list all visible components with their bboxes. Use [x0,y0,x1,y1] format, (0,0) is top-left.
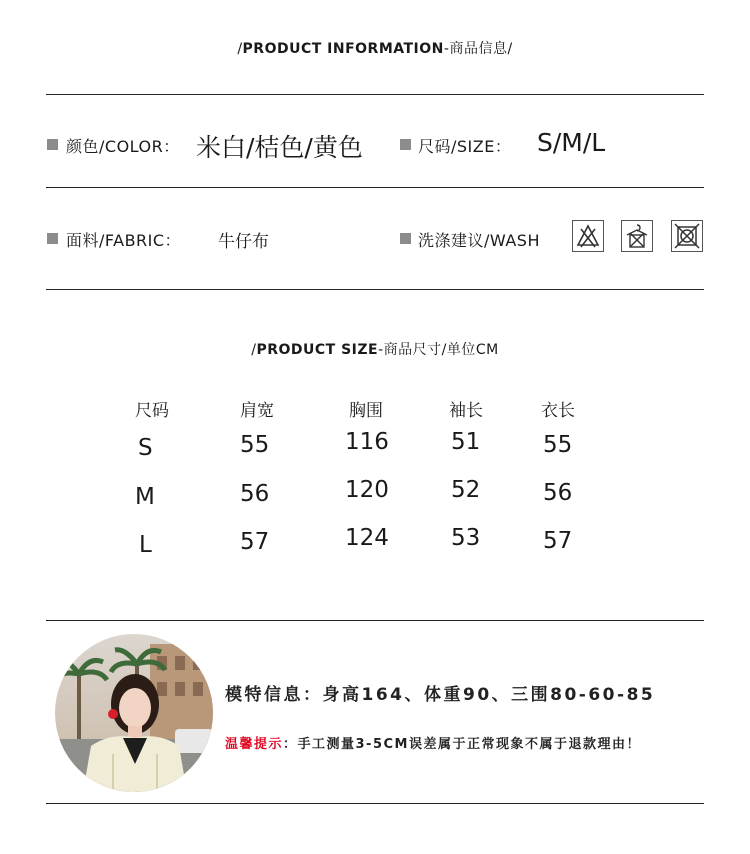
header-size: 尺码 [135,401,169,421]
size-label: 尺码/SIZE： [418,137,512,156]
heading-en: PRODUCT INFORMATION [242,41,444,57]
fabric-value: 牛仔布 [218,232,269,252]
product-information-heading [0,38,750,58]
table-cell: L [139,532,152,558]
wash-bullet [400,233,411,244]
color-value: 米白/桔色/黄色 [196,133,363,162]
fabric-bullet [47,233,58,244]
divider [46,94,704,95]
table-cell: 56 [240,481,270,507]
no-bleach-icon [572,220,604,252]
table-cell: 57 [240,529,270,555]
tip-text: ：手工测量3-5CM误差属于正常现象不属于退款理由！ [283,737,641,752]
header-sleeve: 袖长 [449,401,483,421]
model-info: 模特信息：身高164、体重90、三围80-60-85 [225,685,656,705]
divider [46,620,704,621]
measurement-tip [225,733,641,752]
divider [46,803,704,804]
no-tumble-dry-icon [671,220,703,252]
wash-label: 洗涤建议/WASH [418,231,540,250]
table-cell: 53 [451,525,481,551]
table-cell: 51 [451,429,481,455]
header-shoulder: 肩宽 [240,401,274,421]
table-cell: M [135,484,155,510]
heading-prefix: / [251,342,257,358]
table-cell: 124 [345,525,389,551]
header-chest: 胸围 [349,401,383,421]
table-cell: 55 [240,432,270,458]
color-bullet [47,139,58,150]
size-bullet [400,139,411,150]
heading-cn: -商品尺寸/单位CM [378,342,499,358]
model-photo [55,634,213,792]
product-size-heading [0,339,750,359]
color-label: 颜色/COLOR： [66,137,180,156]
size-value: S/M/L [537,128,606,157]
heading-en: PRODUCT SIZE [256,342,379,358]
table-cell: 55 [543,432,573,458]
divider [46,289,704,290]
hang-dry-icon [621,220,653,252]
table-cell: 52 [451,477,481,503]
table-cell: S [138,435,153,461]
divider [46,187,704,188]
fabric-label: 面料/FABRIC： [66,231,182,250]
heading-cn: -商品信息/ [443,41,513,57]
table-cell: 56 [543,480,573,506]
table-cell: 120 [345,477,389,503]
table-cell: 57 [543,528,573,554]
tip-label: 温馨提示 [225,737,284,752]
heading-prefix: / [237,41,243,57]
table-cell: 116 [345,429,389,455]
header-length: 衣长 [541,401,575,421]
